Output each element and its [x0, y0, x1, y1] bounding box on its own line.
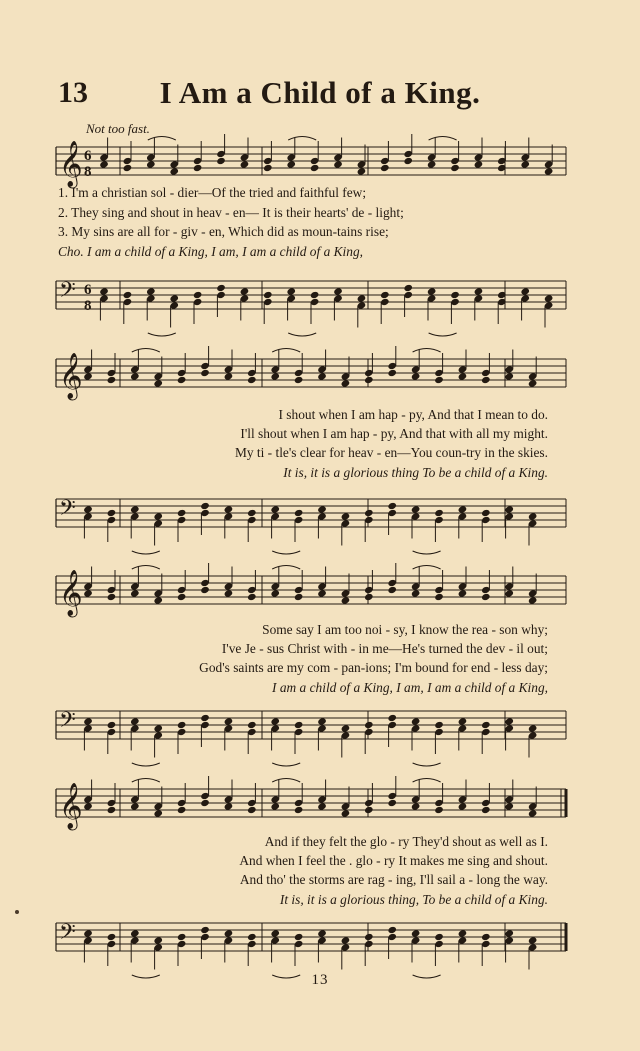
note-head — [294, 593, 304, 601]
treble-staff-1 — [0, 138, 640, 188]
note-head — [153, 596, 163, 604]
note-head — [224, 717, 234, 725]
chorus-line: Cho. I am a child of a King, I am, I am a child of a King, — [58, 244, 363, 259]
note-head — [364, 721, 374, 729]
note-head — [434, 593, 444, 601]
ink-speck — [15, 910, 19, 914]
note-head — [364, 509, 374, 517]
note-head — [200, 369, 210, 377]
note-head — [544, 294, 554, 302]
note-head — [224, 589, 234, 597]
lyric-line: 3. My sins are all for - giv - en, Which did as moun-tains rise; — [58, 224, 389, 239]
tie-slur — [148, 137, 176, 141]
note-head — [450, 291, 460, 299]
note-head — [270, 372, 280, 380]
note-head — [411, 372, 421, 380]
treble-clef-icon: 𝄞 — [59, 570, 83, 616]
note-head — [99, 160, 109, 168]
note-head — [317, 717, 327, 725]
note-head — [263, 164, 273, 172]
note-head — [317, 802, 327, 810]
note-head — [130, 802, 140, 810]
note-head — [411, 802, 421, 810]
note-head — [481, 509, 491, 517]
note-head — [458, 589, 468, 597]
note-head — [317, 505, 327, 513]
note-head — [216, 157, 226, 165]
note-head — [107, 509, 117, 517]
tie-slur — [429, 137, 457, 141]
treble-staff-2 — [0, 350, 640, 400]
note-head — [387, 714, 397, 722]
note-head — [387, 799, 397, 807]
note-head — [528, 512, 538, 520]
note-head — [193, 291, 203, 299]
bass-clef-icon: 𝄢 — [59, 708, 76, 738]
note-head — [224, 802, 234, 810]
note-head — [364, 933, 374, 941]
note-head — [387, 502, 397, 510]
bass-staff-1 — [0, 270, 640, 330]
chorus-line: It is, it is a glorious thing, To be a child of a King. — [279, 892, 548, 907]
note-head — [224, 505, 234, 513]
time-signature-bottom: 8 — [84, 298, 92, 314]
note-head — [544, 167, 554, 175]
note-head — [107, 593, 117, 601]
lyric-line: And if they felt the glo - ry They'd shout as well as I. — [264, 834, 548, 849]
note-head — [123, 291, 133, 299]
tie-slur — [132, 975, 160, 978]
hymn-title: I Am a Child of a King. — [159, 75, 481, 110]
note-head — [247, 806, 257, 814]
tie-slur — [413, 779, 441, 783]
note-head — [224, 929, 234, 937]
time-signature-top: 6 — [84, 282, 92, 298]
note-head — [270, 589, 280, 597]
note-head — [83, 505, 93, 513]
note-head — [123, 164, 133, 172]
note-head — [247, 933, 257, 941]
note-head — [317, 929, 327, 937]
bass-staff-2 — [0, 488, 640, 548]
note-head — [333, 160, 343, 168]
lyric-line: 1. I'm a christian sol - dier—Of the tried and faithful few; — [58, 185, 367, 200]
tie-slur — [132, 763, 160, 766]
note-head — [247, 721, 257, 729]
note-head — [481, 806, 491, 814]
note-head — [130, 589, 140, 597]
note-head — [83, 929, 93, 937]
note-head — [450, 164, 460, 172]
lyric-line: And when I feel the . glo - ry It makes me sing and shout. — [239, 853, 548, 868]
note-head — [200, 799, 210, 807]
note-head — [528, 724, 538, 732]
note-head — [177, 933, 187, 941]
lyric-line: 2. They sing and shout in heav - en— It is their hearts' de - light; — [58, 205, 404, 220]
note-head — [270, 505, 280, 513]
lyric-line: I'll shout when I am hap - py, And that with all my might. — [240, 426, 548, 441]
lyric-line: I shout when I am hap - py, And that I mean to do. — [278, 407, 548, 422]
lyric-line: God's saints are my com - pan-ions; I'm bound for end - less day; — [199, 660, 548, 675]
note-head — [458, 929, 468, 937]
note-head — [130, 505, 140, 513]
treble-clef-icon: 𝄞 — [59, 353, 83, 399]
note-head — [153, 809, 163, 817]
note-head — [130, 372, 140, 380]
page-number: 13 — [311, 972, 329, 988]
tie-slur — [413, 975, 441, 978]
note-head — [458, 802, 468, 810]
note-head — [224, 372, 234, 380]
note-head — [364, 376, 374, 384]
note-head — [200, 926, 210, 934]
note-head — [333, 287, 343, 295]
note-head — [504, 929, 514, 937]
note-head — [317, 589, 327, 597]
note-head — [177, 721, 187, 729]
tie-slur — [272, 566, 300, 570]
lyric-line: My ti - tle's clear for heav - en—You coun-try in the skies. — [234, 445, 548, 460]
treble-clef-icon: 𝄞 — [59, 783, 83, 829]
note-head — [270, 717, 280, 725]
note-head — [247, 593, 257, 601]
note-head — [434, 376, 444, 384]
note-head — [177, 376, 187, 384]
tie-slur — [413, 566, 441, 570]
note-head — [83, 802, 93, 810]
note-head — [380, 164, 390, 172]
hymn-number: 13 — [58, 76, 88, 109]
tie-slur — [132, 551, 160, 554]
note-head — [263, 291, 273, 299]
note-head — [528, 936, 538, 944]
note-head — [387, 926, 397, 934]
note-head — [504, 505, 514, 513]
note-head — [270, 802, 280, 810]
tie-slur — [132, 779, 160, 783]
tie-slur — [272, 349, 300, 353]
note-head — [153, 936, 163, 944]
note-head — [270, 929, 280, 937]
note-head — [341, 724, 351, 732]
note-head — [520, 160, 530, 168]
note-head — [411, 505, 421, 513]
note-head — [153, 724, 163, 732]
note-head — [286, 287, 296, 295]
bass-clef-icon: 𝄢 — [59, 496, 76, 526]
note-head — [403, 157, 413, 165]
chorus-line: It is, it is a glorious thing To be a child of a King. — [283, 465, 548, 480]
note-head — [434, 806, 444, 814]
note-head — [146, 160, 156, 168]
tie-slur — [413, 551, 441, 554]
note-head — [364, 593, 374, 601]
bass-clef-icon: 𝄢 — [59, 920, 76, 950]
tie-slur — [148, 333, 176, 336]
note-head — [341, 379, 351, 387]
tie-slur — [288, 333, 316, 336]
note-head — [481, 933, 491, 941]
tie-slur — [272, 551, 300, 554]
note-head — [341, 596, 351, 604]
note-head — [240, 160, 250, 168]
note-head — [317, 372, 327, 380]
bass-clef-icon: 𝄢 — [59, 278, 76, 308]
note-head — [200, 586, 210, 594]
note-head — [294, 721, 304, 729]
treble-staff-3 — [0, 567, 640, 617]
note-head — [341, 809, 351, 817]
note-head — [411, 717, 421, 725]
note-head — [107, 806, 117, 814]
tempo-marking: Not too fast. — [86, 121, 150, 136]
note-head — [169, 294, 179, 302]
note-head — [99, 287, 109, 295]
tie-slur — [413, 349, 441, 353]
note-head — [130, 929, 140, 937]
note-head — [153, 379, 163, 387]
note-head — [427, 160, 437, 168]
note-head — [481, 593, 491, 601]
note-head — [153, 512, 163, 520]
note-head — [528, 379, 538, 387]
note-head — [146, 287, 156, 295]
note-head — [177, 593, 187, 601]
note-head — [294, 933, 304, 941]
treble-clef-icon: 𝄞 — [59, 141, 83, 187]
note-head — [474, 160, 484, 168]
note-head — [357, 294, 367, 302]
note-head — [411, 929, 421, 937]
note-head — [520, 287, 530, 295]
note-head — [481, 376, 491, 384]
tie-slur — [132, 566, 160, 570]
note-head — [357, 167, 367, 175]
note-head — [294, 509, 304, 517]
note-head — [458, 372, 468, 380]
note-head — [434, 721, 444, 729]
note-head — [310, 164, 320, 172]
note-head — [107, 376, 117, 384]
chorus-line: I am a child of a King, I am, I am a child of a King, — [272, 680, 548, 695]
note-head — [193, 164, 203, 172]
note-head — [504, 802, 514, 810]
note-head — [83, 717, 93, 725]
note-head — [130, 717, 140, 725]
note-head — [434, 509, 444, 517]
note-head — [341, 936, 351, 944]
note-head — [177, 806, 187, 814]
note-head — [177, 509, 187, 517]
note-head — [474, 287, 484, 295]
tie-slur — [272, 779, 300, 783]
note-head — [528, 596, 538, 604]
time-signature-top: 6 — [84, 148, 92, 164]
note-head — [458, 505, 468, 513]
note-head — [504, 589, 514, 597]
note-head — [83, 372, 93, 380]
lyric-line: I've Je - sus Christ with - in me—He's turned the dev - il out; — [221, 641, 548, 656]
note-head — [434, 933, 444, 941]
note-head — [107, 933, 117, 941]
lyric-line: And tho' the storms are rag - ing, I'll sail a - long the way. — [239, 872, 548, 887]
note-head — [364, 806, 374, 814]
tie-slur — [288, 137, 316, 141]
note-head — [403, 284, 413, 292]
note-head — [481, 721, 491, 729]
note-head — [387, 586, 397, 594]
note-head — [310, 291, 320, 299]
note-head — [294, 806, 304, 814]
bass-staff-3 — [0, 700, 640, 760]
tie-slur — [272, 763, 300, 766]
time-signature-bottom: 8 — [84, 164, 92, 180]
note-head — [341, 512, 351, 520]
note-head — [458, 717, 468, 725]
note-head — [286, 160, 296, 168]
note-head — [294, 376, 304, 384]
tie-slur — [413, 763, 441, 766]
note-head — [504, 372, 514, 380]
tie-slur — [429, 333, 457, 336]
note-head — [216, 284, 226, 292]
tie-slur — [132, 349, 160, 353]
note-head — [200, 502, 210, 510]
note-head — [240, 287, 250, 295]
lyric-line: Some say I am too noi - sy, I know the rea - son why; — [262, 622, 548, 637]
note-head — [200, 714, 210, 722]
note-head — [427, 287, 437, 295]
note-head — [247, 509, 257, 517]
treble-staff-4 — [0, 780, 640, 830]
note-head — [83, 589, 93, 597]
note-head — [411, 589, 421, 597]
note-head — [247, 376, 257, 384]
note-head — [107, 721, 117, 729]
note-head — [380, 291, 390, 299]
note-head — [528, 809, 538, 817]
note-head — [169, 167, 179, 175]
note-head — [387, 369, 397, 377]
bass-staff-4 — [0, 912, 640, 972]
note-head — [504, 717, 514, 725]
